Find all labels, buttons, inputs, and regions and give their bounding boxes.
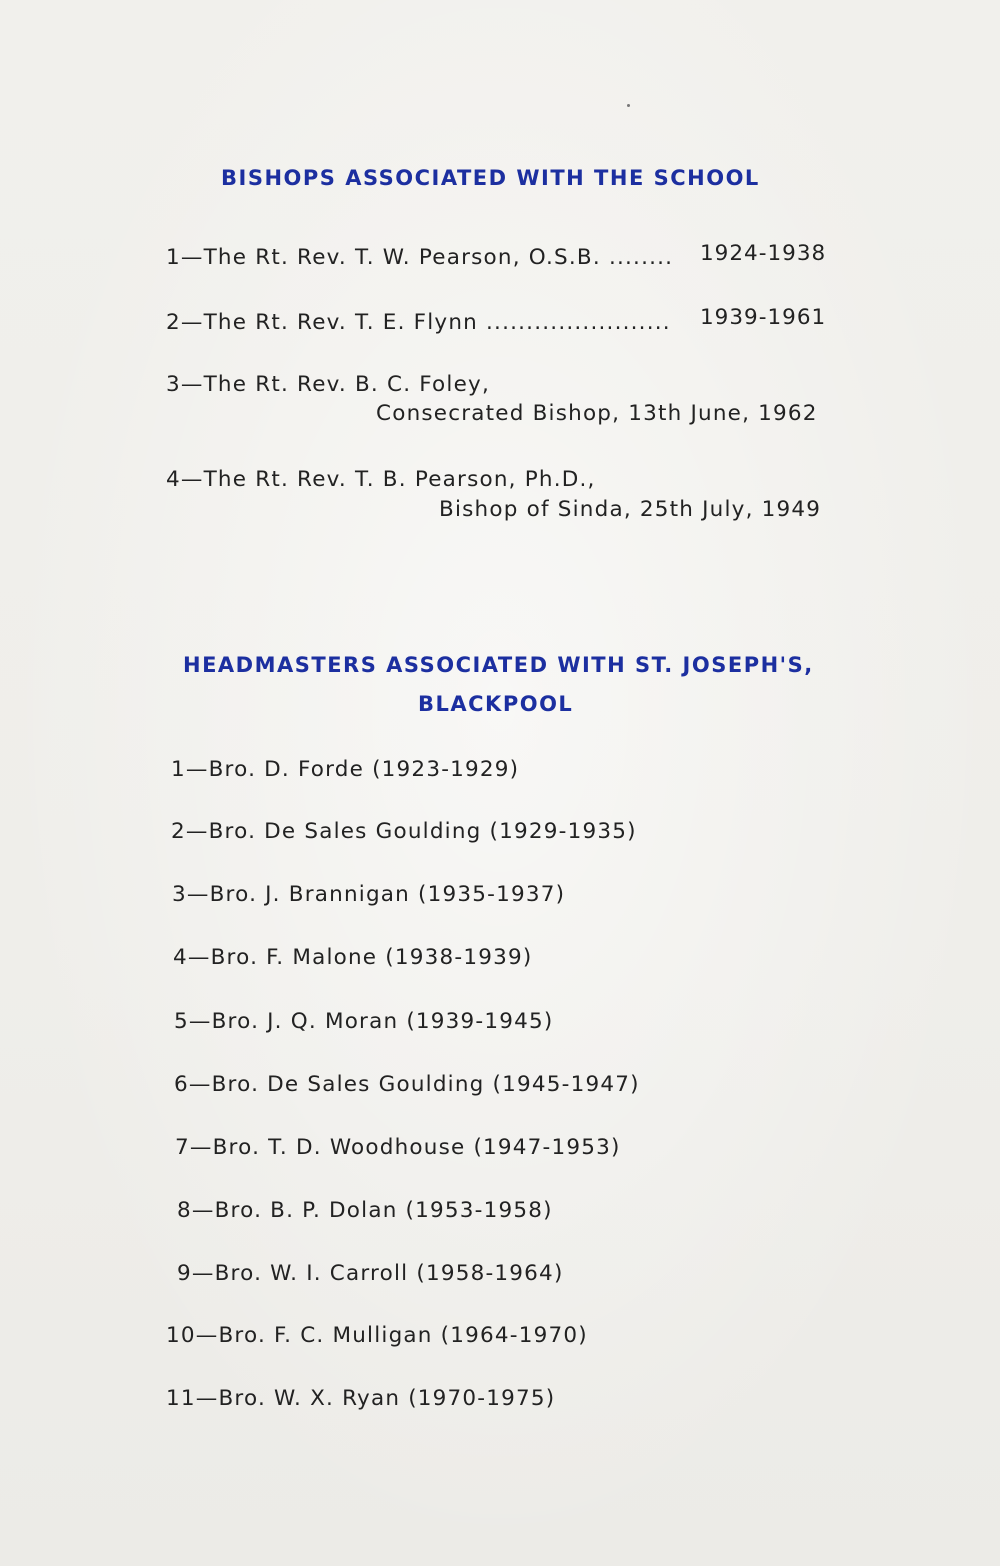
headmaster-item-3: 3—Bro. J. Brannigan (1935-1937) — [172, 882, 566, 907]
bishop-item-1-text: 1—The Rt. Rev. T. W. Pearson, O.S.B. ........ — [166, 245, 674, 270]
bishop-item-2-years: 1939-1961 — [700, 305, 827, 330]
bishops-heading: BISHOPS ASSOCIATED WITH THE SCHOOL — [221, 166, 760, 190]
headmaster-item-6: 6—Bro. De Sales Goulding (1945-1947) — [174, 1072, 640, 1097]
bishop-item-3-detail: Consecrated Bishop, 13th June, 1962 — [376, 401, 818, 426]
bishop-item-3: 3—The Rt. Rev. B. C. Foley, — [166, 372, 490, 397]
headmaster-item-9: 9—Bro. W. I. Carroll (1958-1964) — [177, 1261, 564, 1286]
bishop-item-4-detail: Bishop of Sinda, 25th July, 1949 — [439, 497, 822, 522]
bishop-item-2 — [166, 310, 671, 335]
headmaster-item-5: 5—Bro. J. Q. Moran (1939-1945) — [174, 1009, 554, 1034]
headmaster-item-4: 4—Bro. F. Malone (1938-1939) — [173, 945, 533, 970]
paper-speck — [627, 104, 630, 107]
headmaster-item-2: 2—Bro. De Sales Goulding (1929-1935) — [171, 819, 637, 844]
headmaster-item-10: 10—Bro. F. C. Mulligan (1964-1970) — [166, 1323, 588, 1348]
bishop-item-4: 4—The Rt. Rev. T. B. Pearson, Ph.D., — [166, 467, 596, 492]
headmaster-item-11: 11—Bro. W. X. Ryan (1970-1975) — [166, 1386, 556, 1411]
bishop-item-2-text: 2—The Rt. Rev. T. E. Flynn ....................... — [166, 310, 671, 335]
bishop-item-1 — [166, 245, 673, 270]
headmaster-item-8: 8—Bro. B. P. Dolan (1953-1958) — [177, 1198, 553, 1223]
headmasters-heading-line2: BLACKPOOL — [418, 692, 574, 716]
headmaster-item-7: 7—Bro. T. D. Woodhouse (1947-1953) — [175, 1135, 621, 1160]
bishop-item-1-years: 1924-1938 — [700, 241, 827, 266]
headmasters-heading-line1: HEADMASTERS ASSOCIATED WITH ST. JOSEPH'S, — [183, 653, 814, 677]
headmaster-item-1: 1—Bro. D. Forde (1923-1929) — [171, 757, 520, 782]
